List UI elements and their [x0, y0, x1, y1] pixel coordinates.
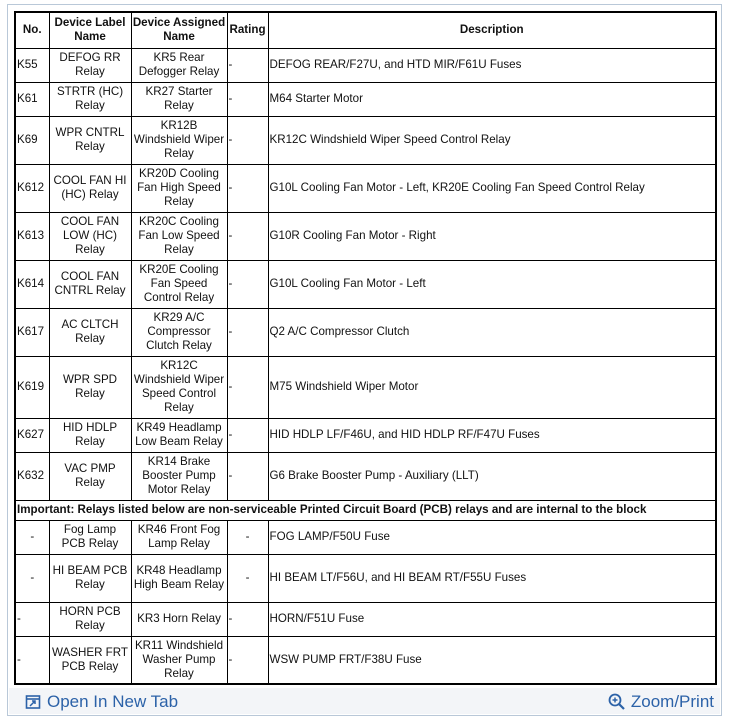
cell-no: K61 [16, 82, 49, 116]
cell-no: K69 [16, 116, 49, 164]
cell-device-label: DEFOG RR Relay [49, 48, 131, 82]
cell-no: K55 [16, 48, 49, 82]
cell-description: G10L Cooling Fan Motor - Left [268, 260, 715, 308]
cell-assigned-name: KR49 Headlamp Low Beam Relay [131, 418, 227, 452]
header-device-assigned-name: Device Assigned Name [131, 13, 227, 48]
table-row [16, 82, 715, 116]
cell-device-label: HORN PCB Relay [49, 602, 131, 636]
cell-assigned-name: KR29 A/C Compressor Clutch Relay [131, 308, 227, 356]
cell-no: - [16, 636, 49, 684]
cell-description: FOG LAMP/F50U Fuse [268, 520, 715, 554]
table-row [16, 308, 715, 356]
cell-no: K613 [16, 212, 49, 260]
cell-description: G10L Cooling Fan Motor - Left, KR20E Cooling Fan Speed Control Relay [268, 164, 715, 212]
table-row [16, 356, 715, 418]
cell-device-label: AC CLTCH Relay [49, 308, 131, 356]
cell-rating: - [227, 82, 268, 116]
table-header-row [16, 13, 715, 48]
cell-no: K612 [16, 164, 49, 212]
table-row [16, 418, 715, 452]
figure-frame [7, 4, 722, 716]
cell-rating: - [227, 602, 268, 636]
cell-device-label: Fog Lamp PCB Relay [49, 520, 131, 554]
header-description: Description [268, 13, 715, 48]
relay-table-container [14, 11, 717, 685]
cell-assigned-name: KR48 Headlamp High Beam Relay [131, 554, 227, 602]
pcb-relay-note: Important: Relays listed below are non-serviceable Printed Circuit Board (PCB) relays and are internal to the block [16, 500, 715, 520]
open-new-tab-icon [25, 694, 41, 710]
cell-description: HID HDLP LF/F46U, and HID HDLP RF/F47U Fuses [268, 418, 715, 452]
header-device-label-name: Device Label Name [49, 13, 131, 48]
cell-assigned-name: KR20C Cooling Fan Low Speed Relay [131, 212, 227, 260]
table-row [16, 260, 715, 308]
header-rating: Rating [227, 13, 268, 48]
table-row [16, 636, 715, 684]
cell-rating: - [227, 212, 268, 260]
cell-description: Q2 A/C Compressor Clutch [268, 308, 715, 356]
cell-assigned-name: KR20D Cooling Fan High Speed Relay [131, 164, 227, 212]
cell-description: G6 Brake Booster Pump - Auxiliary (LLT) [268, 452, 715, 500]
cell-rating: - [227, 554, 268, 602]
cell-rating: - [227, 520, 268, 554]
cell-assigned-name: KR14 Brake Booster Pump Motor Relay [131, 452, 227, 500]
cell-rating: - [227, 116, 268, 164]
table-row [16, 554, 715, 602]
cell-rating: - [227, 418, 268, 452]
cell-rating: - [227, 356, 268, 418]
cell-description: HI BEAM LT/F56U, and HI BEAM RT/F55U Fuses [268, 554, 715, 602]
table-row [16, 116, 715, 164]
cell-rating: - [227, 636, 268, 684]
header-no: No. [16, 13, 49, 48]
cell-device-label: VAC PMP Relay [49, 452, 131, 500]
cell-device-label: HI BEAM PCB Relay [49, 554, 131, 602]
zoom-icon [607, 692, 627, 712]
cell-rating: - [227, 48, 268, 82]
cell-description: WSW PUMP FRT/F38U Fuse [268, 636, 715, 684]
table-row [16, 164, 715, 212]
cell-device-label: COOL FAN HI (HC) Relay [49, 164, 131, 212]
cell-no: - [16, 554, 49, 602]
cell-device-label: STRTR (HC) Relay [49, 82, 131, 116]
cell-device-label: HID HDLP Relay [49, 418, 131, 452]
cell-assigned-name: KR5 Rear Defogger Relay [131, 48, 227, 82]
cell-no: - [16, 520, 49, 554]
table-row [16, 520, 715, 554]
zoom-print-link[interactable] [607, 692, 714, 712]
cell-assigned-name: KR3 Horn Relay [131, 602, 227, 636]
cell-rating: - [227, 164, 268, 212]
cell-no: K632 [16, 452, 49, 500]
cell-no: K614 [16, 260, 49, 308]
table-row [16, 212, 715, 260]
cell-assigned-name: KR12B Windshield Wiper Relay [131, 116, 227, 164]
figure-footer [9, 688, 720, 714]
cell-assigned-name: KR20E Cooling Fan Speed Control Relay [131, 260, 227, 308]
cell-device-label: COOL FAN CNTRL Relay [49, 260, 131, 308]
cell-device-label: WPR CNTRL Relay [49, 116, 131, 164]
cell-description: G10R Cooling Fan Motor - Right [268, 212, 715, 260]
cell-assigned-name: KR12C Windshield Wiper Speed Control Relay [131, 356, 227, 418]
open-in-new-tab-label: Open In New Tab [47, 692, 179, 711]
cell-description: HORN/F51U Fuse [268, 602, 715, 636]
cell-description: M75 Windshield Wiper Motor [268, 356, 715, 418]
cell-device-label: COOL FAN LOW (HC) Relay [49, 212, 131, 260]
cell-rating: - [227, 452, 268, 500]
cell-assigned-name: KR46 Front Fog Lamp Relay [131, 520, 227, 554]
cell-description: M64 Starter Motor [268, 82, 715, 116]
cell-description: DEFOG REAR/F27U, and HTD MIR/F61U Fuses [268, 48, 715, 82]
table-row [16, 452, 715, 500]
cell-assigned-name: KR27 Starter Relay [131, 82, 227, 116]
cell-description: KR12C Windshield Wiper Speed Control Relay [268, 116, 715, 164]
table-row [16, 602, 715, 636]
cell-device-label: WPR SPD Relay [49, 356, 131, 418]
cell-no: - [16, 602, 49, 636]
table-row [16, 48, 715, 82]
cell-no: K617 [16, 308, 49, 356]
cell-device-label: WASHER FRT PCB Relay [49, 636, 131, 684]
zoom-print-label: Zoom/Print [630, 692, 714, 711]
relay-table [16, 13, 715, 685]
cell-assigned-name: KR11 Windshield Washer Pump Relay [131, 636, 227, 684]
cell-rating: - [227, 260, 268, 308]
cell-no: K627 [16, 418, 49, 452]
cell-rating: - [227, 308, 268, 356]
open-in-new-tab-link[interactable] [25, 692, 178, 712]
cell-no: K619 [16, 356, 49, 418]
note-row [16, 500, 715, 520]
